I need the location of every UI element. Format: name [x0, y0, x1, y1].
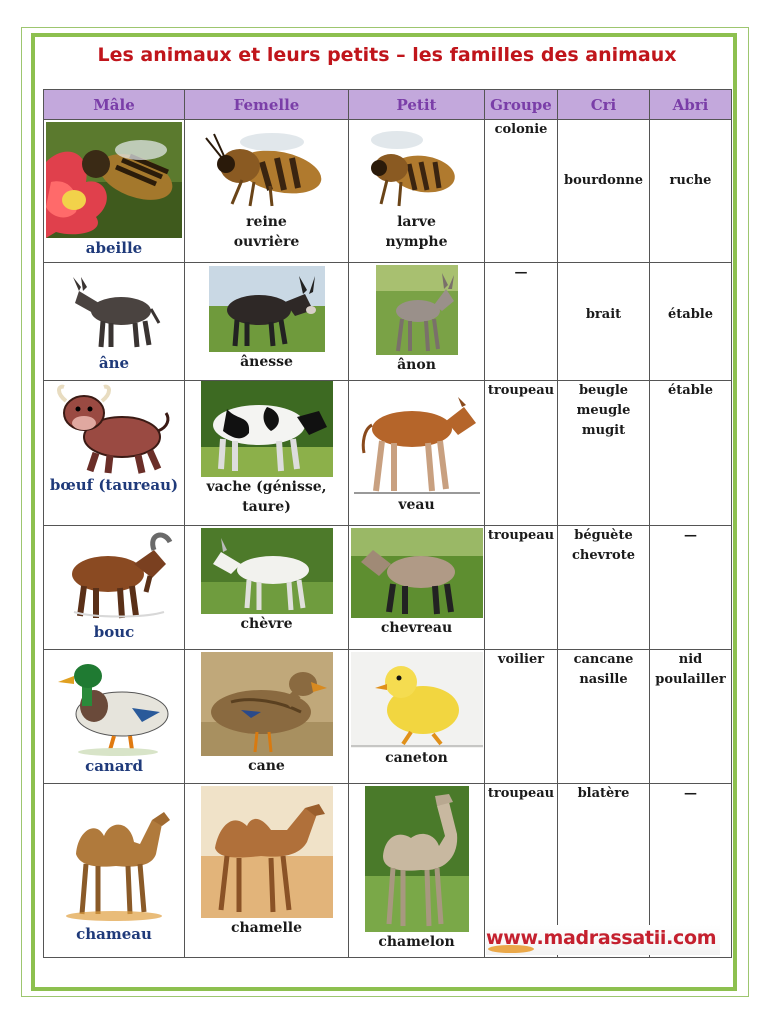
young-cell [349, 526, 485, 650]
header-young: Petit [349, 90, 485, 120]
group-cell: — [485, 263, 558, 381]
calf-photo [354, 383, 480, 495]
young-cell [349, 263, 485, 381]
billy-goat-photo [54, 528, 174, 622]
camel-calf-photo [365, 786, 469, 932]
donkey-photo [209, 266, 325, 352]
duckling-photo [351, 652, 483, 748]
header-cry: Cri [558, 90, 650, 120]
shelter-cell: étable [650, 381, 732, 526]
female-label: chamelle [230, 920, 303, 936]
young-cell [349, 650, 485, 784]
young-label: ânon [397, 357, 436, 373]
male-label: canard [85, 757, 143, 775]
male-cell [44, 120, 185, 263]
female-cell [185, 381, 349, 526]
male-label: bœuf (taureau) [49, 476, 179, 494]
female-cell [185, 120, 349, 263]
header-shelter: Abri [650, 90, 732, 120]
young-cell [349, 120, 485, 263]
header-group: Groupe [485, 90, 558, 120]
young-cell [349, 784, 485, 958]
young-label: caneton [385, 750, 448, 766]
header-female: Femelle [185, 90, 349, 120]
cry-cell: beugle meugle mugit [558, 381, 650, 526]
camel-photo [56, 790, 172, 924]
animal-families-table [43, 89, 732, 958]
shelter-cell: — [650, 526, 732, 650]
page-title: Les animaux et leurs petits – les familles des animaux [97, 44, 677, 66]
cry-cell: béguète chevrote [558, 526, 650, 650]
bee-on-flower-photo [46, 122, 182, 238]
group-cell: colonie [485, 120, 558, 263]
male-cell [44, 526, 185, 650]
header-male: Mâle [44, 90, 185, 120]
female-label: ânesse [240, 354, 293, 370]
foal-photo [376, 265, 458, 355]
watermark-text: www.madrassatii.com [486, 927, 717, 949]
table-row [44, 263, 732, 381]
male-label: bouc [93, 623, 135, 641]
female-label: chèvre [240, 616, 293, 632]
young-label: larve nymphe [385, 214, 448, 250]
female-label: reine ouvrière [233, 214, 300, 250]
group-cell: voilier [485, 650, 558, 784]
table-row [44, 120, 732, 263]
male-label: âne [98, 354, 130, 372]
male-cell [44, 650, 185, 784]
camel-photo [201, 786, 333, 918]
female-cell [185, 784, 349, 958]
young-label: veau [398, 497, 435, 513]
male-label: chameau [76, 925, 152, 943]
male-cell [44, 784, 185, 958]
shelter-cell: — [650, 784, 732, 958]
site-watermark [486, 925, 720, 955]
bull-cartoon [52, 383, 176, 475]
mallard-drake-illustration [52, 652, 176, 756]
kid-goat-photo [351, 528, 483, 618]
donkey-photo [59, 273, 169, 353]
female-cell [185, 650, 349, 784]
cry-cell: cancane nasille [558, 650, 650, 784]
cry-cell: bourdonne [558, 120, 650, 263]
table-row [44, 526, 732, 650]
cry-cell: blatère [558, 784, 650, 958]
young-cell [349, 381, 485, 526]
female-duck-photo [201, 652, 333, 756]
cow-photo [201, 381, 333, 477]
shelter-cell: étable [650, 263, 732, 381]
group-cell: troupeau [485, 381, 558, 526]
shelter-cell: ruche [650, 120, 732, 263]
table-row [44, 381, 732, 526]
female-label: cane [248, 758, 285, 774]
male-label: abeille [85, 239, 143, 257]
group-cell: troupeau [485, 784, 558, 958]
group-cell: troupeau [485, 526, 558, 650]
young-label: chevreau [380, 620, 453, 636]
goat-photo [201, 528, 333, 614]
cry-cell: brait [558, 263, 650, 381]
female-label: vache (génisse, taure) [206, 479, 327, 515]
male-cell [44, 381, 185, 526]
female-cell [185, 526, 349, 650]
table-row [44, 650, 732, 784]
young-label: chamelon [378, 934, 455, 950]
male-cell [44, 263, 185, 381]
bee-photo [357, 122, 477, 212]
bee-photo [192, 122, 342, 212]
header-row [44, 90, 732, 120]
female-cell [185, 263, 349, 381]
shelter-cell: nid poulailler [650, 650, 732, 784]
